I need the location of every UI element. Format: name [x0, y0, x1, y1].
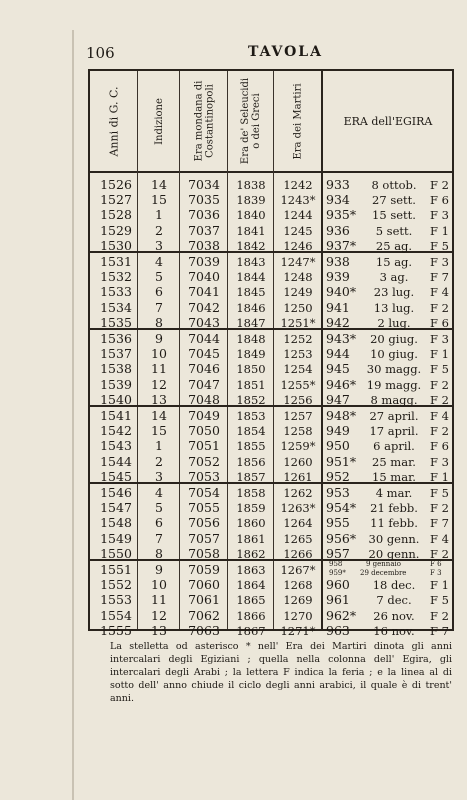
cell-hyr: 962* — [326, 607, 357, 623]
cell-sel: 1867 — [236, 623, 266, 638]
cell-sel: 1848 — [236, 332, 266, 346]
cell-year: 1543 — [100, 438, 132, 454]
cell-sel: 1842 — [236, 238, 266, 253]
cell-hyr: 960 — [326, 577, 350, 593]
cell-mar: 1267* — [280, 563, 316, 577]
cell-year: 1529 — [100, 222, 132, 238]
cell-fer: F 5 — [430, 362, 449, 377]
cell-fer: F 1 — [430, 223, 449, 238]
header-costantinopoli: Era mondana di Costantinopoli — [193, 80, 215, 162]
cell-const: 7042 — [188, 299, 220, 315]
table-row — [90, 392, 452, 408]
table-row — [90, 408, 452, 424]
cell-fer: F 1 — [430, 578, 449, 593]
cell-ind: 13 — [151, 391, 167, 407]
cell-hdate: 7 dec. — [376, 593, 412, 608]
cell-mar: 1258 — [283, 424, 313, 439]
cell-mar: 1266 — [283, 546, 313, 561]
cell-hyr: 946* — [326, 376, 357, 392]
cell-mar: 1246 — [283, 238, 313, 253]
cell-year: 1553 — [100, 592, 132, 608]
cell-hyr: 935* — [326, 207, 357, 223]
table-header — [90, 71, 452, 173]
cell-fer: F 1 — [430, 347, 449, 362]
cell-hdate: 20 genn. — [368, 546, 420, 561]
table-row — [90, 469, 452, 485]
cell-ind: 5 — [155, 500, 163, 516]
cell-year: 1555 — [100, 622, 132, 638]
cell-ind: 3 — [155, 237, 163, 253]
cell-mar: 1251* — [280, 315, 316, 330]
cell-mar: 1243* — [280, 193, 316, 208]
cell-fer: F 2 — [430, 300, 449, 315]
header-martiri: Era dei Martiri — [292, 82, 304, 160]
cell-const: 7040 — [188, 269, 220, 285]
cell-mar: 1253 — [283, 347, 313, 362]
table-row — [90, 423, 452, 439]
cell-const: 7052 — [188, 453, 220, 469]
cell-year: 1535 — [100, 314, 132, 330]
cell-const: 7055 — [188, 500, 220, 516]
cell-hyr: 954* — [326, 500, 357, 516]
cell-sel: 1847 — [236, 315, 266, 330]
cell-fer: F 7 — [430, 270, 449, 285]
cell-hdate: 10 giug. — [370, 347, 418, 362]
cell-year: 1532 — [100, 269, 132, 285]
cell-const: 7035 — [188, 192, 220, 208]
cell-const: 7046 — [188, 361, 220, 377]
table-row — [90, 531, 452, 547]
cell-hdate: 4 mar. — [375, 486, 413, 500]
header-seleucidi: Era de' Seleucidi o dei Greci — [240, 77, 263, 165]
cell-mar: 1245 — [283, 223, 313, 238]
cell-mar: 1265 — [283, 531, 313, 546]
table-row — [90, 454, 452, 470]
cell-mar: 1268 — [283, 578, 313, 593]
cell-year: 1554 — [100, 607, 132, 623]
cell-hdate: 15 mar. — [372, 469, 416, 484]
cell-fer: F 3 — [430, 454, 449, 469]
cell-const: 7057 — [188, 530, 220, 546]
cell-fer: F 7 — [430, 516, 449, 531]
cell-year: 1527 — [100, 192, 132, 208]
cell-hdate: 23 lug. — [373, 285, 415, 300]
cell-year: 1545 — [100, 468, 132, 484]
cell-const: 7039 — [188, 254, 220, 269]
cell-hdate: 27 sett. — [372, 193, 416, 208]
cell-sel: 1866 — [236, 608, 266, 623]
cell-ind: 13 — [151, 622, 167, 638]
cell-sel: 1856 — [236, 454, 266, 469]
cell-fer: F 2 — [430, 392, 449, 407]
running-head: TAVOLA — [248, 44, 324, 60]
cell-hdate: 16 nov. — [373, 623, 415, 638]
cell-ind: 2 — [155, 222, 163, 238]
cell-year: 1549 — [100, 530, 132, 546]
cell-hyr: 955 — [326, 515, 350, 531]
table-row — [90, 331, 452, 347]
cell-sel: 1838 — [236, 178, 266, 192]
cell-ind: 9 — [155, 562, 163, 577]
cell-fer: F 5 — [430, 593, 449, 608]
cell-mar: 1256 — [283, 392, 313, 407]
cell-ind: 6 — [155, 284, 163, 300]
cell-year: 1530 — [100, 237, 132, 253]
cell-mar: 1270 — [283, 608, 313, 623]
cell-const: 7061 — [188, 592, 220, 608]
cell-const: 7058 — [188, 545, 220, 561]
cell-sel: 1843 — [236, 255, 266, 269]
cell-fer: F 6 — [430, 193, 449, 208]
cell-const: 7043 — [188, 314, 220, 330]
cell-sel: 1861 — [236, 531, 266, 546]
cell-sel: 1864 — [236, 578, 266, 593]
cell-ind: 12 — [151, 607, 167, 623]
cell-hyr: 953 — [326, 485, 350, 500]
cell-hyr: 933 — [326, 177, 350, 192]
page-gutter-shadow — [72, 30, 74, 800]
cell-hdate: 15 ag. — [375, 255, 413, 269]
cell-hyr: 957 — [326, 545, 350, 561]
table-row — [90, 177, 452, 193]
cell-ind: 8 — [155, 314, 163, 330]
cell-fer: F 3 — [430, 255, 449, 269]
cell-hdate: 25 ag. — [375, 238, 413, 253]
table-row — [90, 515, 452, 531]
header-anni: Anni di G. C. — [107, 85, 121, 157]
cell-sel: 1853 — [236, 409, 266, 423]
cell-ind: 14 — [151, 408, 167, 423]
cell-hyr: 947 — [326, 391, 350, 407]
cell-sel: 1854 — [236, 424, 266, 439]
cell-const: 7050 — [188, 423, 220, 439]
cell-fer: F 2 — [430, 178, 449, 192]
cell-ind: 14 — [151, 177, 167, 192]
cell-ind: 12 — [151, 376, 167, 392]
table-row — [90, 269, 452, 285]
cell-year: 1534 — [100, 299, 132, 315]
cell-sel: 1863 — [236, 563, 266, 577]
cell-fer: F 2 — [430, 546, 449, 561]
page-number: 106 — [86, 44, 115, 62]
cell-year: 1541 — [100, 408, 132, 423]
cell-const: 7059 — [188, 562, 220, 577]
cell-sel: 1849 — [236, 347, 266, 362]
cell-sel: 1851 — [236, 377, 266, 392]
cell-fer: F 2 — [430, 377, 449, 392]
table-row — [90, 500, 452, 516]
cell-sel: 1865 — [236, 593, 266, 608]
cell-hyr: 940* — [326, 284, 357, 300]
cell-const: 7036 — [188, 207, 220, 223]
cell-mar: 1249 — [283, 285, 313, 300]
cell-sel: 1857 — [236, 469, 266, 484]
cell-mar: 1259* — [280, 439, 316, 454]
cell-sel: 1844 — [236, 270, 266, 285]
cell-ind: 8 — [155, 545, 163, 561]
cell-fer: F 5 — [430, 486, 449, 500]
cell-mar: 1260 — [283, 454, 313, 469]
special-entry-1551: 958 959* 9 gennaio 29 decembre F 6 F 3 — [329, 560, 442, 577]
cell-year: 1537 — [100, 346, 132, 362]
cell-hyr: 937* — [326, 237, 357, 253]
cell-hdate: 26 nov. — [373, 608, 415, 623]
cell-const: 7044 — [188, 331, 220, 346]
cell-hdate: 17 april. — [369, 424, 419, 439]
cell-ind: 2 — [155, 453, 163, 469]
cell-hyr: 934 — [326, 192, 350, 208]
cell-ind: 10 — [151, 346, 167, 362]
table-row — [90, 238, 452, 254]
cell-mar: 1254 — [283, 362, 313, 377]
cell-ind: 9 — [155, 331, 163, 346]
table-row — [90, 192, 452, 208]
table-row — [90, 377, 452, 393]
cell-sel: 1862 — [236, 546, 266, 561]
chronology-table — [88, 69, 454, 638]
table-row — [90, 438, 452, 454]
cell-sel: 1859 — [236, 501, 266, 516]
table-row — [90, 207, 452, 223]
cell-mar: 1252 — [283, 332, 313, 346]
cell-ind: 4 — [155, 485, 163, 500]
cell-year: 1542 — [100, 423, 132, 439]
table-row — [90, 361, 452, 377]
cell-sel: 1850 — [236, 362, 266, 377]
cell-year: 1536 — [100, 331, 132, 346]
cell-hdate: 11 febb. — [370, 516, 418, 531]
cell-ind: 4 — [155, 254, 163, 269]
cell-fer: F 2 — [430, 424, 449, 439]
cell-mar: 1247* — [280, 255, 316, 269]
cell-const: 7041 — [188, 284, 220, 300]
cell-fer: F 4 — [430, 285, 449, 300]
cell-const: 7038 — [188, 237, 220, 253]
cell-sel: 1840 — [236, 208, 266, 223]
cell-fer: F 4 — [430, 409, 449, 423]
table-row — [90, 300, 452, 316]
cell-hdate: 5 sett. — [375, 223, 413, 238]
cell-fer: F 1 — [430, 469, 449, 484]
cell-year: 1526 — [100, 177, 132, 192]
cell-ind: 6 — [155, 515, 163, 531]
cell-hdate: 8 ottob. — [371, 178, 417, 192]
header-egira: ERA dell'EGIRA — [343, 114, 433, 128]
cell-ind: 7 — [155, 299, 163, 315]
cell-hyr: 961 — [326, 592, 350, 608]
cell-fer: F 2 — [430, 501, 449, 516]
cell-hdate: 18 dec. — [372, 578, 416, 593]
cell-hdate: 25 mar. — [372, 454, 416, 469]
cell-mar: 1264 — [283, 516, 313, 531]
cell-hdate: 2 lug. — [377, 315, 411, 330]
cell-const: 7047 — [188, 376, 220, 392]
cell-const: 7049 — [188, 408, 220, 423]
cell-sel: 1858 — [236, 486, 266, 500]
cell-const: 7054 — [188, 485, 220, 500]
cell-hdate: 13 lug. — [373, 300, 415, 315]
cell-hdate: 21 febb. — [370, 501, 418, 516]
cell-hyr: 951* — [326, 453, 357, 469]
cell-fer: F 7 — [430, 623, 449, 638]
cell-fer: F 3 — [430, 208, 449, 223]
cell-hdate: 30 genn. — [368, 531, 420, 546]
cell-hyr: 936 — [326, 222, 350, 238]
cell-year: 1552 — [100, 577, 132, 593]
cell-ind: 15 — [151, 192, 167, 208]
table-row — [90, 284, 452, 300]
cell-sel: 1855 — [236, 439, 266, 454]
cell-mar: 1263* — [280, 501, 316, 516]
cell-ind: 7 — [155, 530, 163, 546]
cell-year: 1533 — [100, 284, 132, 300]
cell-fer: F 5 — [430, 238, 449, 253]
cell-hdate: 20 giug. — [370, 332, 418, 346]
cell-sel: 1846 — [236, 300, 266, 315]
cell-year: 1550 — [100, 545, 132, 561]
cell-fer: F 6 — [430, 439, 449, 454]
cell-mar: 1269 — [283, 593, 313, 608]
cell-hyr: 956* — [326, 530, 357, 546]
cell-ind: 10 — [151, 577, 167, 593]
cell-sel: 1852 — [236, 392, 266, 407]
cell-const: 7045 — [188, 346, 220, 362]
cell-hyr: 963 — [326, 622, 350, 638]
cell-year: 1548 — [100, 515, 132, 531]
cell-const: 7037 — [188, 222, 220, 238]
cell-mar: 1257 — [283, 409, 313, 423]
cell-year: 1538 — [100, 361, 132, 377]
cell-const: 7034 — [188, 177, 220, 192]
cell-year: 1539 — [100, 376, 132, 392]
cell-year: 1540 — [100, 391, 132, 407]
cell-sel: 1839 — [236, 193, 266, 208]
cell-hdate: 19 magg. — [366, 377, 422, 392]
cell-mar: 1248 — [283, 270, 313, 285]
cell-sel: 1845 — [236, 285, 266, 300]
cell-fer: F 2 — [430, 608, 449, 623]
cell-hdate: 3 ag. — [379, 270, 409, 285]
cell-hyr: 943* — [326, 331, 357, 346]
cell-year: 1528 — [100, 207, 132, 223]
cell-const: 7063 — [188, 622, 220, 638]
cell-mar: 1250 — [283, 300, 313, 315]
cell-hdate: 8 magg. — [370, 392, 418, 407]
cell-hyr: 949 — [326, 423, 350, 439]
cell-mar: 1261 — [283, 469, 313, 484]
cell-const: 7062 — [188, 607, 220, 623]
cell-mar: 1255* — [280, 377, 316, 392]
cell-ind: 3 — [155, 468, 163, 484]
table-row — [90, 315, 452, 331]
cell-hdate: 15 sett. — [372, 208, 416, 223]
cell-year: 1551 — [100, 562, 132, 577]
cell-hdate: 30 magg. — [366, 362, 422, 377]
cell-year: 1547 — [100, 500, 132, 516]
cell-ind: 15 — [151, 423, 167, 439]
cell-mar: 1262 — [283, 486, 313, 500]
cell-fer: F 6 — [430, 315, 449, 330]
cell-hyr: 938 — [326, 254, 350, 269]
cell-const: 7048 — [188, 391, 220, 407]
cell-const: 7056 — [188, 515, 220, 531]
cell-const: 7051 — [188, 438, 220, 454]
cell-ind: 11 — [151, 361, 167, 377]
cell-mar: 1244 — [283, 208, 313, 223]
cell-sel: 1841 — [236, 223, 266, 238]
cell-hyr: 942 — [326, 314, 350, 330]
cell-const: 7053 — [188, 468, 220, 484]
table-row — [90, 223, 452, 239]
table-row — [90, 254, 452, 270]
cell-hyr: 948* — [326, 408, 357, 423]
cell-mar: 1271* — [280, 623, 316, 638]
table-row — [90, 608, 452, 624]
table-row — [90, 592, 452, 608]
cell-hyr: 941 — [326, 299, 350, 315]
cell-sel: 1860 — [236, 516, 266, 531]
cell-year: 1546 — [100, 485, 132, 500]
cell-const: 7060 — [188, 577, 220, 593]
table-row — [90, 623, 452, 639]
cell-year: 1531 — [100, 254, 132, 269]
cell-hdate: 27 april. — [369, 409, 419, 423]
cell-ind: 11 — [151, 592, 167, 608]
cell-mar: 1242 — [283, 178, 313, 192]
cell-ind: 1 — [155, 438, 163, 454]
cell-year: 1544 — [100, 453, 132, 469]
table-row — [90, 485, 452, 501]
cell-hdate: 6 april. — [373, 439, 415, 454]
cell-hyr: 945 — [326, 361, 350, 377]
cell-hyr: 939 — [326, 269, 350, 285]
cell-hyr: 950 — [326, 438, 350, 454]
header-indizione: Indizione — [153, 97, 165, 145]
table-row — [90, 346, 452, 362]
cell-ind: 1 — [155, 207, 163, 223]
cell-ind: 5 — [155, 269, 163, 285]
cell-hyr: 944 — [326, 346, 350, 362]
cell-fer: F 4 — [430, 531, 449, 546]
footnote: La stelletta od asterisco * nell' Era dei Martiri dinota gli anni intercalari degli Egiziani ; quella nella colonna dell' Egira, gli intercalari degli Arabi ; la lettera F indica la feria ; e la linea al di sotto dell' anno chiude il ciclo degli anni arabici, il quale è di trent' anni. — [110, 641, 452, 704]
cell-hyr: 952 — [326, 468, 350, 484]
cell-fer: F 3 — [430, 332, 449, 346]
